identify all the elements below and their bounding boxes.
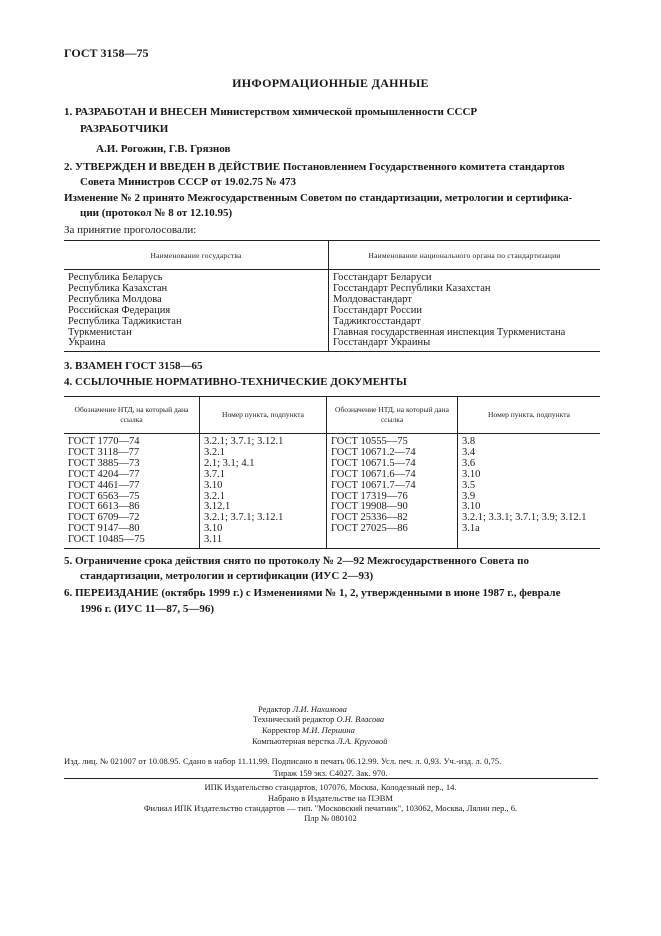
ref-cell-clause: 3.1а [462,523,480,535]
votes-cell-country: Республика Молдова [64,295,329,306]
section-3-line: 3. ВЗАМЕН ГОСТ 3158—65 [64,360,203,372]
credit-tech-editor: Технический редактор О.Н. Власова [253,714,385,724]
change-line-2: ции (протокол № 8 от 12.10.95) [80,207,233,219]
votes-table-row [64,338,600,351]
votes-table-row [64,306,600,317]
votes-cell-country: Республика Беларусь [64,270,329,284]
ref-cell-clause: 3.2.1; 3.7.1; 3.12.1 [200,434,327,448]
votes-cell-organ: Госстандарт Беларуси [333,272,432,283]
ref-cell-clause: 3.2.1 [200,448,327,459]
references-table-header [64,397,600,434]
developers-names: А.И. Рогожин, Г.В. Грязнов [96,143,231,155]
references-table-row [64,470,600,481]
votes-cell-country: Украина [64,338,329,351]
ref-cell-ntd: ГОСТ 17319—76 [327,492,458,503]
ref-cell-ntd: ГОСТ 9147—80 [64,524,200,535]
votes-cell-organ: Главная государственная инспекция Туркменистана [333,326,566,338]
change-line-1: Изменение № 2 принято Межгосударственным Советом по стандартизации, метрологии и сертифика- [64,192,573,204]
votes-cell-organ: Госстандарт России [333,304,422,316]
ref-header-clause-2: Номер пункта, подпункта [458,397,601,434]
references-table-row [64,481,600,492]
ref-cell-ntd: ГОСТ 10671.6—74 [327,470,458,481]
section-6-line-2: 1996 г. (ИУС 11—87, 5—96) [80,603,215,615]
imprint-line-2: Тираж 159 экз. С4027. Зак. 970. [273,768,388,778]
votes-cell-country: Республика Казахстан [64,284,329,295]
ref-cell-clause: 3.8 [462,436,476,447]
section-2-line-1: 2. УТВЕРЖДЕН И ВВЕДЕН В ДЕЙСТВИЕ Постановлением Государственного комитета стандартов [64,161,565,173]
ref-cell-clause: 3.10 [462,501,481,513]
ref-cell-clause: 3.6 [462,457,476,469]
publisher-line-4: Плр № 080102 [304,813,357,823]
ref-cell-ntd: ГОСТ 3885—73 [64,459,200,470]
ref-cell-clause: 3.7.1 [200,470,327,481]
footer-divider [64,778,598,779]
section-5-line-2: стандартизации, метрологии и сертификации (ИУС 2—93) [80,570,374,582]
references-table-row [64,434,600,448]
ref-cell-clause: 2.1; 3.1; 4.1 [200,459,327,470]
voted-label: За принятие проголосовали: [64,224,197,236]
votes-table-row [64,270,600,284]
ref-cell-ntd: ГОСТ 3118—77 [64,448,200,459]
section-5-line-1: 5. Ограничение срока действия снято по протоколу № 2—92 Межгосударственного Совета по [64,555,529,567]
ref-cell-ntd: ГОСТ 19908—90 [327,502,458,513]
ref-cell-clause: 3.2.1 [200,492,327,503]
ref-cell-clause: 3.5 [462,479,476,491]
credit-proofreader: Корректор М.И. Першина [262,725,355,735]
section-6-line-1: 6. ПЕРЕИЗДАНИЕ (октябрь 1999 г.) с Изменениями № 1, 2, утвержденными в июне 1987 г., феврале [64,587,561,599]
ref-cell-clause: 3.2.1; 3.7.1; 3.12.1 [200,513,327,524]
credit-layout: Компьютерная верстка Л.А. Круговой [252,736,388,746]
section-1-line: 1. РАЗРАБОТАН И ВНЕСЕН Министерством химической промышленности СССР [64,106,478,118]
votes-cell-organ: Госстандарт Украины [329,338,601,351]
imprint-line-1: Изд. лиц. № 021007 от 10.08.95. Сдано в набор 11.11.99. Подписано в печать 06.12.99. Усл. печ. л. 0,93. Уч.-изд. л. 0,75. [64,756,502,766]
ref-cell-clause: 3.11 [200,535,327,548]
votes-table [64,240,600,352]
votes-cell-country: Туркменистан [64,328,329,339]
references-table [64,396,600,549]
votes-header-organ: Наименование национального органа по стандартизации [329,241,601,270]
votes-cell-country: Российская Федерация [64,306,329,317]
votes-cell-organ: Таджикгосстандарт [333,315,421,327]
ref-header-ntd-1: Обозначение НТД, на который дана ссылка [64,397,200,434]
votes-cell-country: Республика Таджикистан [64,317,329,328]
ref-cell-ntd: ГОСТ 6613—86 [64,502,200,513]
ref-cell-clause: 3.2.1; 3.3.1; 3.7.1; 3.9; 3.12.1 [462,512,587,524]
ref-cell-ntd: ГОСТ 10555—75 [327,434,458,448]
publisher-line-3: Филиал ИПК Издательство стандартов — тип. "Московский печатник", 103062, Москва, Лялин пер., 6. [143,803,518,813]
votes-table-header [64,241,600,270]
credit-editor: Редактор Л.И. Нахимова [258,704,347,714]
votes-cell-organ: Госстандарт Республики Казахстан [333,282,491,294]
ref-cell-clause: 3.10 [200,481,327,492]
developers-label: РАЗРАБОТЧИКИ [80,123,169,135]
publisher-line-1: ИПК Издательство стандартов, 107076, Москва, Колодезный пер., 14. [204,782,457,792]
ref-cell-ntd: ГОСТ 4204—77 [64,470,200,481]
ref-cell-ntd: ГОСТ 6563—75 [64,492,200,503]
votes-table-row [64,317,600,328]
ref-cell-ntd [327,535,458,548]
ref-header-clause-1: Номер пункта, подпункта [200,397,327,434]
votes-header-country: Наименование государства [64,241,329,270]
ref-cell-ntd: ГОСТ 6709—72 [64,513,200,524]
ref-cell-clause: 3.10 [200,524,327,535]
document-header: ГОСТ 3158—75 [64,46,149,60]
ref-cell-ntd: ГОСТ 4461—77 [64,481,200,492]
ref-cell-clause: 3.10 [462,468,481,480]
ref-cell-clause: 3.9 [462,490,476,502]
ref-cell-ntd: ГОСТ 1770—74 [64,434,200,448]
page-title: ИНФОРМАЦИОННЫЕ ДАННЫЕ [232,76,429,90]
ref-cell-ntd: ГОСТ 10671.7—74 [327,481,458,492]
ref-cell-ntd: ГОСТ 27025—86 [327,524,458,535]
section-2-line-2: Совета Министров СССР от 19.02.75 № 473 [80,176,296,188]
ref-cell-clause: 3.12.1 [200,502,327,513]
ref-cell-ntd: ГОСТ 10671.5—74 [327,459,458,470]
votes-cell-organ: Молдовастандарт [333,293,412,305]
ref-header-ntd-2: Обозначение НТД, на который дана ссылка [327,397,458,434]
section-4-line: 4. ССЫЛОЧНЫЕ НОРМАТИВНО-ТЕХНИЧЕСКИЕ ДОКУМЕНТЫ [64,376,407,388]
ref-cell-ntd: ГОСТ 10485—75 [64,535,200,548]
references-table-row [64,535,600,548]
ref-cell-clause [458,535,601,548]
publisher-line-2: Набрано в Издательстве на ПЭВМ [268,793,393,803]
votes-table-row [64,328,600,339]
ref-cell-ntd: ГОСТ 25336—82 [327,513,458,524]
ref-cell-clause: 3.4 [462,446,476,458]
ref-cell-ntd: ГОСТ 10671.2—74 [327,448,458,459]
